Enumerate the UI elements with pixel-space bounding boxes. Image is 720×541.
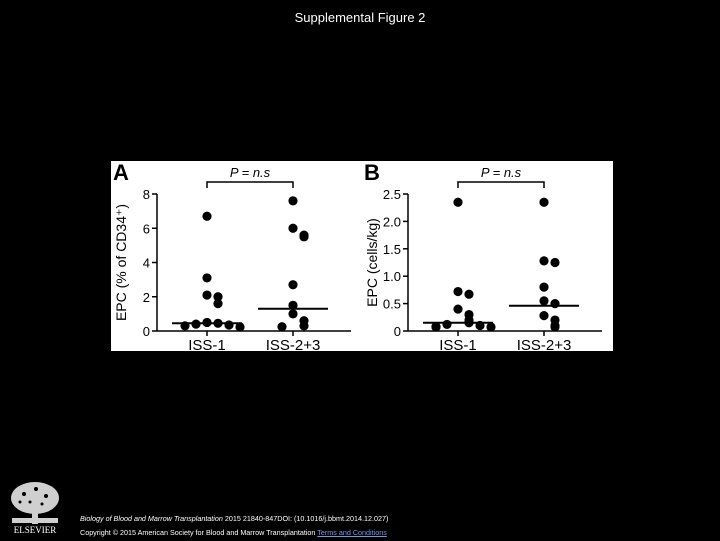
y-tick-label: 0 [142, 324, 150, 339]
logo-text: ELSEVIER [13, 525, 57, 535]
data-point [464, 290, 473, 299]
chart-panel-a [111, 161, 362, 351]
terms-link[interactable]: Terms and Conditions [317, 528, 387, 537]
data-point [299, 321, 308, 330]
data-point [288, 196, 297, 205]
x-tick-label: ISS-2+3 [265, 337, 321, 351]
data-point [288, 224, 297, 233]
data-point [224, 320, 233, 329]
data-point [453, 198, 462, 207]
significance-bracket [458, 182, 544, 188]
data-point [550, 322, 559, 331]
x-tick-label: ISS-2+3 [516, 337, 572, 351]
data-point [277, 322, 286, 331]
elsevier-tree-icon [6, 478, 64, 536]
y-axis-label: EPC (% of CD34⁺) [113, 203, 129, 322]
data-point [202, 273, 211, 282]
data-point [453, 287, 462, 296]
data-point [213, 299, 222, 308]
y-tick-label: 2.5 [382, 187, 401, 202]
chart-panel-b [362, 161, 613, 351]
data-point [202, 212, 211, 221]
significance-label: P = n.s [480, 165, 522, 180]
data-point [539, 311, 548, 320]
x-tick-label: ISS-1 [439, 337, 477, 351]
data-point [539, 256, 548, 265]
journal-name: Biology of Blood and Marrow Transplantation [80, 514, 223, 523]
copyright-text: Copyright © 2015 American Society for Blood and Marrow Transplantation [80, 528, 318, 537]
y-axis-label: EPC (cells/kg) [364, 218, 380, 307]
significance-label: P = n.s [229, 165, 271, 180]
y-tick-label: 2 [142, 289, 150, 305]
elsevier-logo [6, 478, 64, 536]
y-tick-label: 6 [142, 221, 150, 237]
y-tick-label: 0 [393, 324, 401, 339]
data-point [539, 198, 548, 207]
data-point [442, 320, 451, 329]
y-tick-label: 2.0 [382, 214, 401, 230]
citation-text: 2015 21840-847DOI: (10.1016/j.bbmt.2014.12.027) [222, 514, 389, 523]
citation-line [80, 514, 388, 523]
figure [111, 161, 613, 351]
data-point [453, 304, 462, 313]
data-point [288, 280, 297, 289]
y-tick-label: 0.5 [382, 296, 401, 312]
data-point [539, 296, 548, 305]
data-point [288, 309, 297, 318]
copyright-line [80, 528, 387, 537]
data-point [299, 232, 308, 241]
panel-letter: B [364, 161, 380, 185]
y-tick-label: 8 [142, 187, 150, 202]
data-point [550, 299, 559, 308]
x-tick-label: ISS-1 [188, 337, 226, 351]
data-point [539, 283, 548, 292]
y-tick-label: 1.5 [382, 241, 401, 257]
panel-letter: A [113, 161, 129, 185]
y-tick-label: 1.0 [382, 269, 401, 285]
data-point [202, 290, 211, 299]
data-point [550, 258, 559, 267]
significance-bracket [207, 182, 293, 188]
slide-title: Supplemental Figure 2 [294, 10, 426, 25]
y-tick-label: 4 [142, 255, 150, 271]
